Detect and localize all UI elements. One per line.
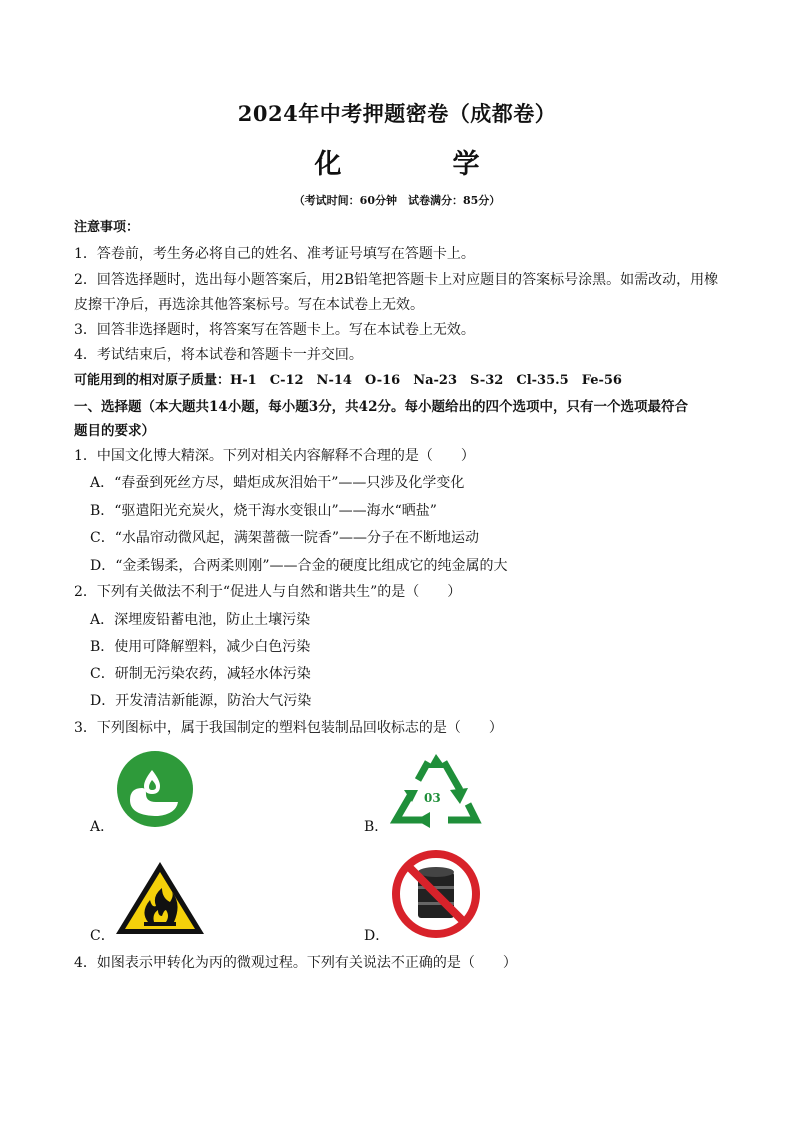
recycle-triangle-icon xyxy=(388,750,484,830)
section-1-heading: 一、选择题（本大题共14小题，每小题3分，共42分。每小题给出的四个选项中，只有一个选项最符合 xyxy=(74,399,688,415)
subject-title: 化 学 xyxy=(314,149,522,180)
q1-stem: 1．中国文化博大精深。下列对相关内容解释不合理的是（ ） xyxy=(74,448,475,464)
notice-item-2-cont: 皮擦干净后，再选涂其他答案标号。写在本试卷上无效。 xyxy=(74,297,424,313)
notice-item-4: 4．考试结束后，将本试卷和答题卡一并交回。 xyxy=(74,347,363,363)
q1-option-b: B．“驱遣阳光充炭火，烧干海水变银山”——海水“晒盐” xyxy=(90,503,437,519)
q3-label-c: C． xyxy=(90,928,115,944)
notice-item-1: 1．答卷前，考生务必将自己的姓名、准考证号填写在答题卡上。 xyxy=(74,246,475,262)
q2-stem: 2．下列有关做法不利于“促进人与自然和谐共生”的是（ ） xyxy=(74,584,462,600)
q1-option-c: C．“水晶帘动微风起，满架蔷薇一院香”——分子在不断地运动 xyxy=(90,530,480,546)
flammable-warning-icon xyxy=(114,860,206,936)
section-1-heading-cont: 题目的要求） xyxy=(74,423,155,439)
q3-label-a: A． xyxy=(90,819,115,835)
atomic-masses: 可能用到的相对原子质量：H-1 C-12 N-14 O-16 Na-23 S-32 Cl-35.5 Fe-56 xyxy=(74,373,622,388)
exam-info: （考试时间：60分钟 试卷满分：85分） xyxy=(293,194,501,207)
q3-label-b: B． xyxy=(364,819,389,835)
q2-option-c: C．研制无污染农药，减轻水体污染 xyxy=(90,666,311,682)
q3-label-d: D． xyxy=(364,928,390,944)
q3-stem: 3．下列图标中，属于我国制定的塑料包装制品回收标志的是（ ） xyxy=(74,720,503,736)
no-oil-barrel-icon xyxy=(388,850,484,938)
q2-option-d: D．开发清洁新能源，防治大气污染 xyxy=(90,693,312,709)
q2-option-a: A．深埋废铅蓄电池，防止土壤污染 xyxy=(90,612,311,628)
exam-title: 2024年中考押题密卷（成都卷） xyxy=(237,101,557,126)
q2-option-b: B．使用可降解塑料，减少白色污染 xyxy=(90,639,311,655)
notice-heading: 注意事项： xyxy=(74,220,140,235)
q1-option-a: A．“春蚕到死丝方尽，蜡炬成灰泪始干”——只涉及化学变化 xyxy=(90,475,465,491)
notice-item-3: 3．回答非选择题时，将答案写在答题卡上。写在本试卷上无效。 xyxy=(74,322,475,338)
water-saving-icon xyxy=(116,750,194,828)
recycle-code: 03 xyxy=(424,791,441,805)
notice-item-2: 2．回答选择题时，选出每小题答案后，用2B铅笔把答题卡上对应题目的答案标号涂黑。如需改动，用橡 xyxy=(74,272,719,288)
q4-stem: 4．如图表示甲转化为丙的微观过程。下列有关说法不正确的是（ ） xyxy=(74,955,517,971)
q1-option-d: D．“金柔锡柔，合两柔则刚”——合金的硬度比组成它的纯金属的大 xyxy=(90,558,508,574)
